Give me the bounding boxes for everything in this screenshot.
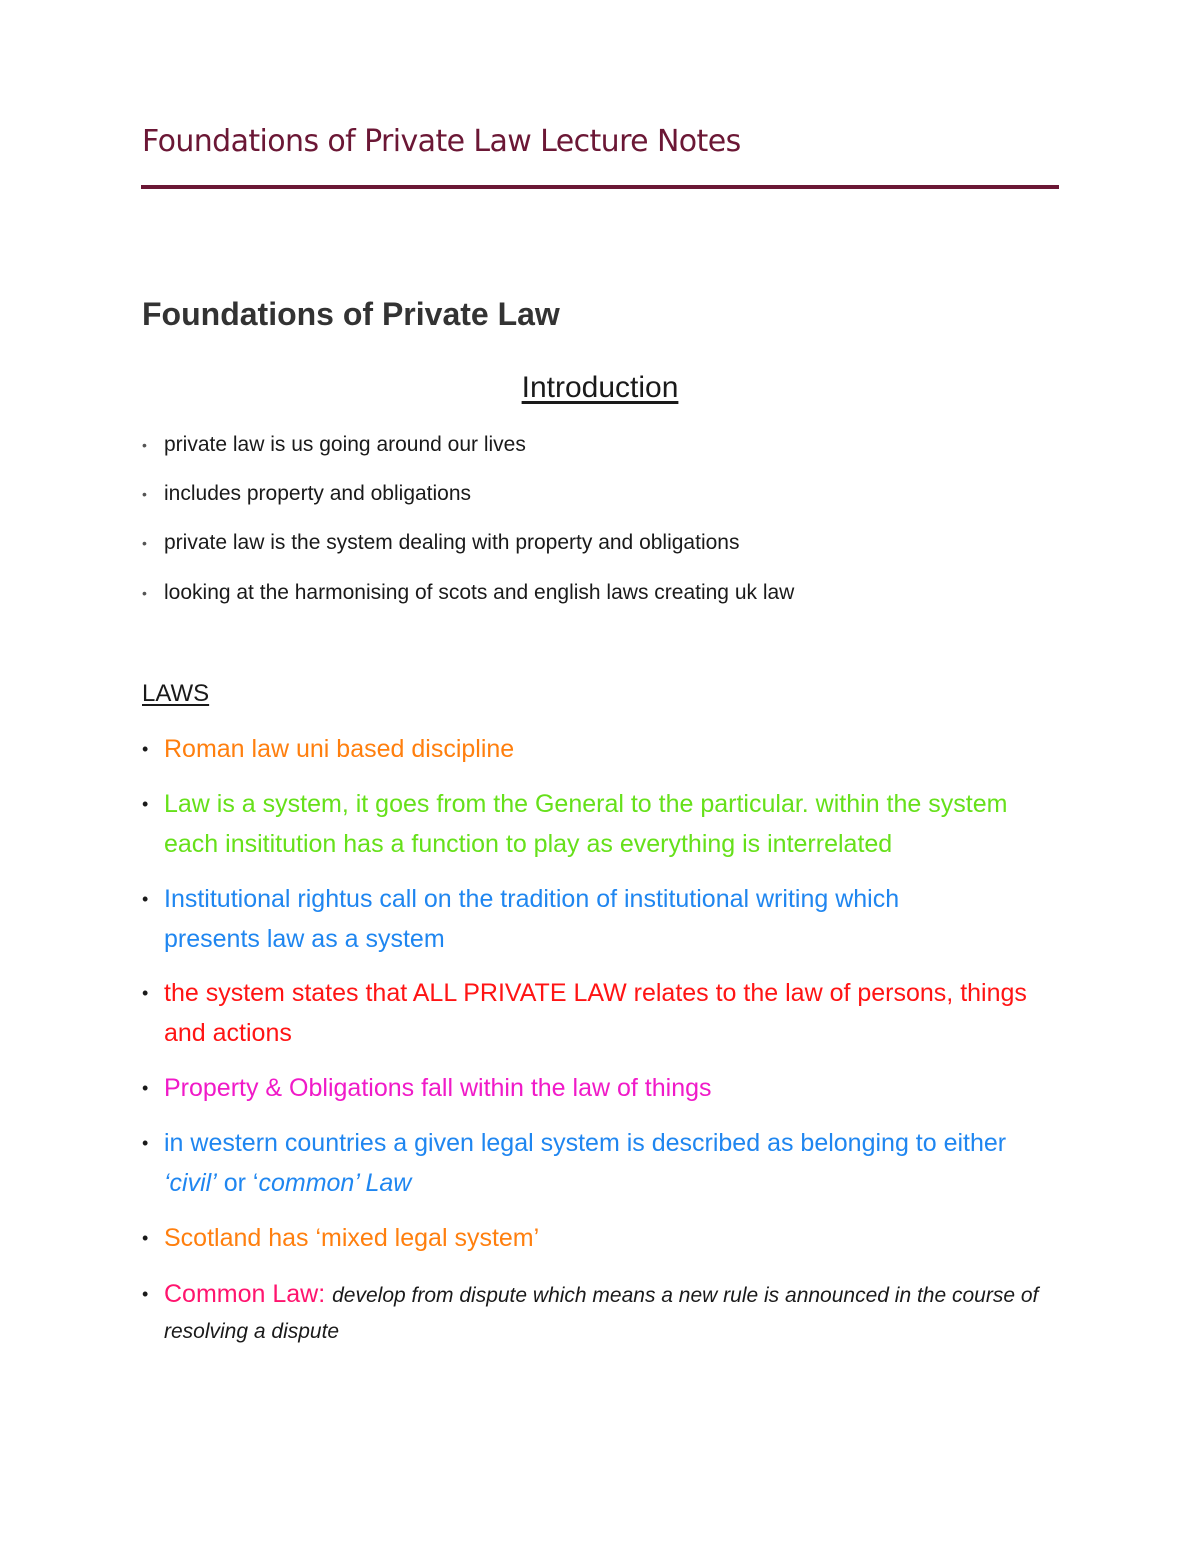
bullet-icon: •: [142, 1078, 149, 1098]
list-item: [142, 1123, 1034, 1203]
term-label: Common Law:: [164, 1280, 333, 1308]
introduction-heading: Introduction: [521, 371, 679, 404]
list-item: [142, 784, 1059, 864]
list-item: [142, 729, 1064, 769]
list-item: [142, 879, 984, 959]
list-item: [142, 479, 1064, 509]
section-heading: Foundations of Private Law: [142, 296, 560, 332]
bullet-icon: •: [142, 1284, 149, 1304]
list-item-text: Law is a system, it goes from the General to the particular. within the system each insititution has a function to play as everything is interrelated: [164, 790, 1008, 858]
bullet-icon: •: [142, 739, 149, 759]
term-definition: develop from dispute which means a new rule is announced in the course of resolving a dispute: [164, 1284, 1039, 1343]
list-item-text: private law is the system dealing with property and obligations: [164, 531, 740, 554]
list-item-text: includes property and obligations: [164, 482, 472, 505]
list-item-text: Institutional rightus call on the tradition of institutional writing which presents law as a system: [164, 885, 900, 953]
list-item-text: private law is us going around our lives: [164, 433, 526, 456]
list-item: [142, 1277, 1059, 1349]
bullet-icon: •: [142, 535, 147, 551]
bullet-icon: •: [142, 585, 147, 601]
emphasis-text: ALL PRIVATE LAW: [412, 979, 627, 1007]
text-part: the system states that: [164, 979, 413, 1007]
document-title: Foundations of Private Law Lecture Notes: [142, 124, 741, 159]
list-item: [142, 1218, 1064, 1258]
text-part: relates to the law of persons, things and actions: [164, 979, 1027, 1047]
text-part: ’ Law: [354, 1169, 412, 1197]
bullet-icon: •: [142, 437, 147, 453]
bullet-icon: •: [142, 889, 149, 909]
bullet-icon: •: [142, 983, 149, 1003]
list-item-text: [164, 1129, 1006, 1197]
list-item: [142, 973, 1044, 1053]
laws-heading: LAWS: [142, 680, 210, 707]
list-item: [142, 430, 1064, 460]
bullet-icon: •: [142, 794, 149, 814]
bullet-icon: •: [142, 486, 147, 502]
bullet-icon: •: [142, 1228, 149, 1248]
list-item-text: Property & Obligations fall within the law of things: [164, 1074, 712, 1102]
civil-term: ‘civil’: [164, 1169, 217, 1197]
text-part: or ‘: [216, 1169, 259, 1197]
list-item-text: Roman law uni based discipline: [164, 735, 515, 763]
list-item-text: Scotland has ‘mixed legal system’: [164, 1224, 540, 1252]
list-item: [142, 1068, 1064, 1108]
list-item: [142, 528, 1064, 558]
list-item-text: [164, 1280, 1038, 1344]
common-term: common: [258, 1169, 355, 1197]
list-item-text: looking at the harmonising of scots and english laws creating uk law: [164, 581, 795, 604]
bullet-icon: •: [142, 1133, 149, 1153]
text-part: in western countries a given legal system is described as belonging to either: [164, 1129, 1007, 1157]
list-item: [142, 578, 1064, 608]
title-divider: [141, 185, 1059, 189]
list-item-text: [164, 979, 1027, 1047]
